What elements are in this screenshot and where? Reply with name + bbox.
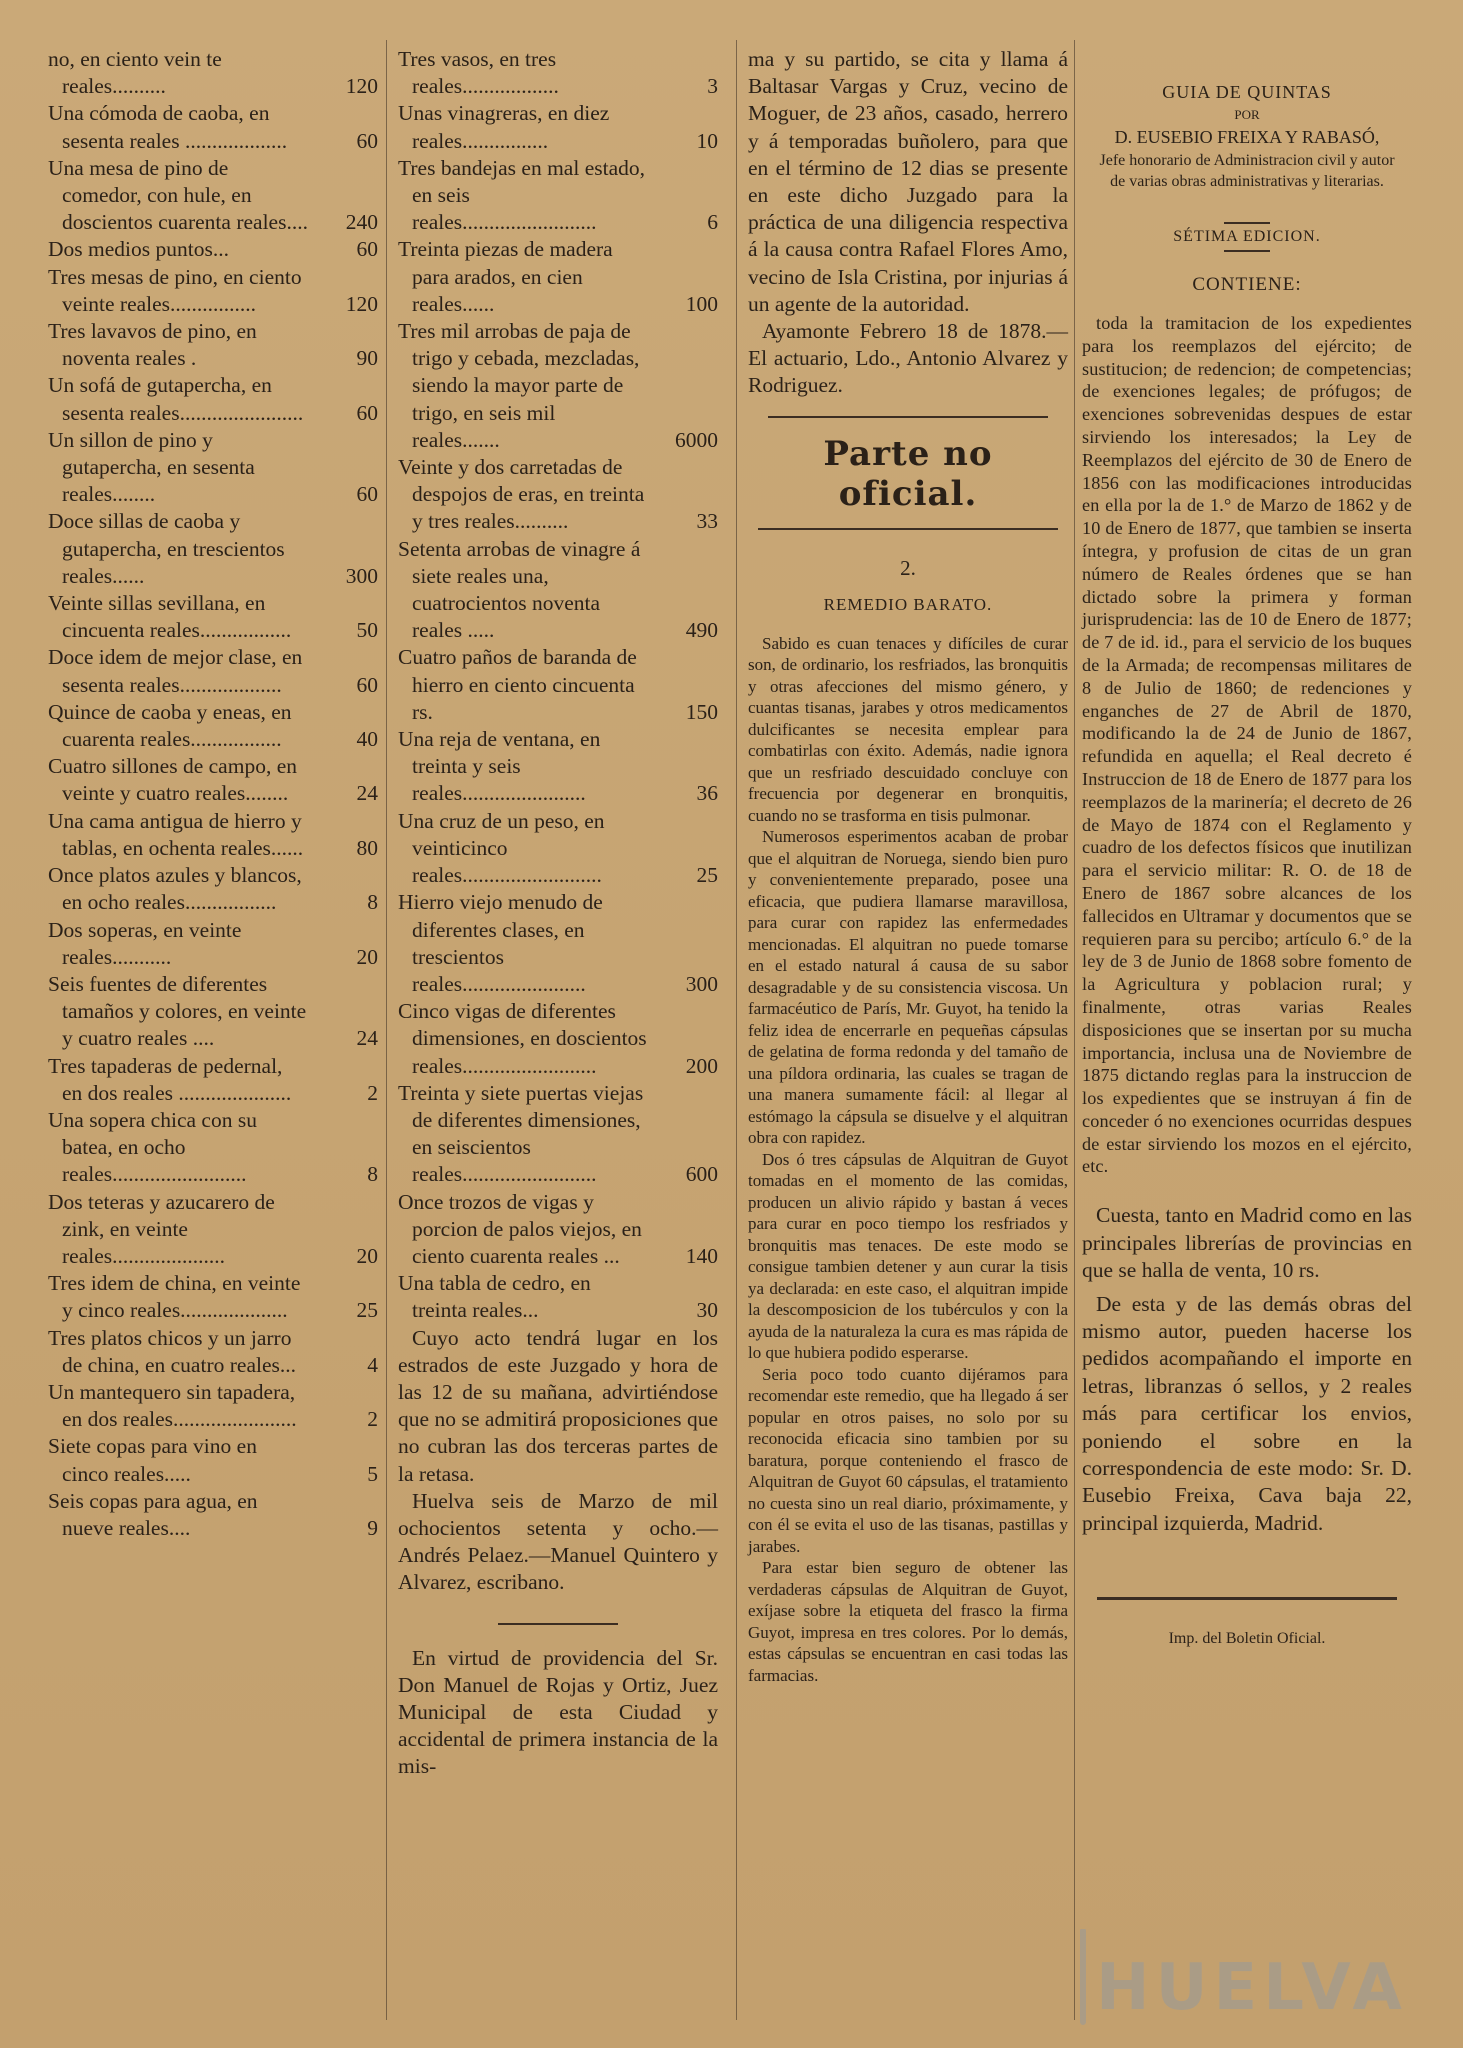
item-description: no, en ciento vein te reales.......... bbox=[48, 47, 222, 99]
auction-item bbox=[48, 1270, 378, 1324]
item-price: 6 bbox=[707, 210, 718, 235]
item-description: Un sofá de gutapercha, en sesenta reales....................... bbox=[48, 373, 304, 425]
seal-icon bbox=[1080, 1929, 1086, 2025]
item-price: 20 bbox=[356, 944, 378, 969]
item-price: 10 bbox=[696, 128, 718, 153]
auction-item bbox=[48, 1107, 378, 1189]
item-price: 300 bbox=[345, 563, 378, 588]
auction-list-column-1 bbox=[48, 46, 378, 1542]
item-price: 20 bbox=[356, 1243, 378, 1268]
auction-item bbox=[48, 590, 378, 644]
item-description: Seis copas para agua, en nueve reales.... bbox=[48, 1488, 258, 1540]
item-description: Tres bandejas en mal estado, en seis reales......................... bbox=[398, 155, 645, 235]
item-description: Dos teteras y azucarero de zink, en veinte reales..................... bbox=[48, 1189, 275, 1268]
item-price: 300 bbox=[685, 971, 718, 996]
auction-item bbox=[48, 808, 378, 862]
ad-author-desc: Jefe honorario de Administracion civil y autor de varias obras administrativas y literarias. bbox=[1099, 152, 1395, 190]
column-rule bbox=[1074, 40, 1075, 2020]
auction-item bbox=[48, 427, 378, 509]
item-price: 60 bbox=[356, 400, 378, 425]
auction-item bbox=[48, 1488, 378, 1542]
item-price: 3 bbox=[707, 74, 718, 99]
item-price: 6000 bbox=[675, 427, 718, 452]
auction-item bbox=[48, 1053, 378, 1107]
item-price: 150 bbox=[685, 699, 718, 724]
ad-price: Cuesta, tanto en Madrid como en las principales librerías de provincias en que se halla de venta, 10 rs. bbox=[1082, 1203, 1412, 1283]
auction-item bbox=[398, 889, 718, 998]
item-price: 24 bbox=[356, 1026, 378, 1051]
ad-title: GUIA DE QUINTAS bbox=[1162, 82, 1332, 102]
item-price: 490 bbox=[685, 618, 718, 643]
item-price: 200 bbox=[685, 1053, 718, 1078]
column-3 bbox=[748, 46, 1068, 1686]
item-description: Doce idem de mejor clase, en sesenta reales................... bbox=[48, 645, 303, 697]
column-rule bbox=[386, 40, 387, 2020]
item-price: 600 bbox=[685, 1162, 718, 1187]
item-price: 240 bbox=[345, 210, 378, 235]
article-paragraph: Para estar bien seguro de obtener las verdaderas cápsulas de Alquitran de Guyot, exíjase sobre la etiqueta del frasco la firma Guyot, impresa en tres colores. Por lo demás, estas cápsulas se encuentran en casi todas las farmacias. bbox=[748, 1558, 1068, 1685]
item-description: Dos soperas, en veinte reales........... bbox=[48, 917, 242, 969]
ad-author: D. EUSEBIO FREIXA Y RABASÓ, bbox=[1114, 127, 1380, 147]
item-description: Un sillon de pino y gutapercha, en sesenta reales........ bbox=[48, 427, 255, 507]
item-price: 60 bbox=[356, 482, 378, 507]
auction-signature: Huelva seis de Marzo de mil ochocientos setenta y ocho.—Andrés Pelaez.—Manuel Quintero y Alvarez, escribano. bbox=[398, 1488, 718, 1595]
item-price: 90 bbox=[356, 346, 378, 371]
item-price: 120 bbox=[345, 74, 378, 99]
auction-item bbox=[48, 1325, 378, 1379]
item-description: Tres idem de china, en veinte y cinco reales.................... bbox=[48, 1271, 301, 1323]
item-description: Siete copas para vino en cinco reales..... bbox=[48, 1434, 257, 1486]
item-description: Una cómoda de caoba, en sesenta reales ................... bbox=[48, 101, 288, 153]
item-price: 33 bbox=[696, 509, 718, 534]
auction-item bbox=[398, 726, 718, 808]
ad-rule bbox=[1224, 250, 1270, 252]
item-description: Once platos azules y blancos, en ocho reales................. bbox=[48, 863, 302, 915]
article-paragraph: Numerosos esperimentos acaban de probar que el alquitran de Noruega, siendo bien puro y convenientemente preparado, posee una eficacia, que pudiera llamarse maravillosa, para curar con rapidez las enfermedades mencionadas. El alquitran no puede tomarse en el estado natural á causa de su sabor desagradable y de su consistencia viscosa. Un farmacéutico de París, Mr. Guyot, ha tenido la feliz idea de encerrarle en pequeñas cápsulas de gelatina de forma redonda y del tamaño de una píldora ordinaria, las cuales se tragan de una manera sumamente fácil: al llegar al estómago la cápsula se disuelve y el alquitran obra con rapidez. bbox=[748, 827, 1068, 1148]
footer-rule bbox=[1097, 1597, 1397, 1600]
item-description: Una reja de ventana, en treinta y seis reales....................... bbox=[398, 727, 601, 806]
item-price: 2 bbox=[367, 1407, 378, 1432]
item-price: 60 bbox=[356, 672, 378, 697]
auction-notice: Cuyo acto tendrá lugar en los estrados de este Juzgado y hora de las 12 de su mañana, advirtiéndose que no se admitirá proposiciones que no cubran las dos terceras partes de la retasa. bbox=[398, 1325, 718, 1486]
item-description: Tres platos chicos y un jarro de china, en cuatro reales... bbox=[48, 1325, 296, 1377]
section-rule bbox=[758, 528, 1058, 530]
item-description: Una cruz de un peso, en veinticinco reales.......................... bbox=[398, 808, 605, 888]
item-price: 100 bbox=[685, 291, 718, 316]
item-description: Tres lavavos de pino, en noventa reales . bbox=[48, 319, 257, 371]
auction-item bbox=[48, 318, 378, 372]
item-description: Seis fuentes de diferentes tamaños y colores, en veinte y cuatro reales .... bbox=[48, 971, 307, 1051]
auction-item bbox=[398, 998, 718, 1080]
ad-por: POR bbox=[1234, 107, 1260, 122]
imprint: Imp. del Boletin Oficial. bbox=[1168, 1630, 1326, 1648]
item-price: 80 bbox=[356, 835, 378, 860]
item-description: Quince de caoba y eneas, en cuarenta reales................. bbox=[48, 699, 292, 752]
auction-item bbox=[398, 46, 718, 100]
item-description: Hierro viejo menudo de diferentes clases, en trescientos reales....................... bbox=[398, 890, 603, 996]
summons-continuation: ma y su partido, se cita y llama á Baltasar Vargas y Cruz, vecino de Moguer, de 23 años, casado, herrero y á temporadas buñolero, para que en el término de 12 dias se presente en este dicho Juzgado para la práctica de una diligencia respectiva á la causa contra Rafael Flores Amo, vecino de Isla Cristina, por injurias á un agente de la autoridad. bbox=[748, 47, 1068, 316]
auction-list-column-2 bbox=[398, 46, 718, 1781]
auction-item bbox=[398, 318, 718, 454]
item-description: Tres tapaderas de pedernal, en dos reales ..................... bbox=[48, 1053, 292, 1105]
auction-item bbox=[48, 264, 378, 318]
ad-ordering: De esta y de las demás obras del mismo autor, pueden hacerse los pedidos acompañando el importe en letras, libranzas ó sellos, y 2 reales más para certificar los envios, poniendo el sobre en la correspondencia de este modo: Sr. D. Eusebio Freixa, Cava baja 22, principal izquierda, Madrid. bbox=[1082, 1291, 1412, 1535]
item-description: Veinte y dos carretadas de despojos de eras, en treinta y tres reales.......... bbox=[398, 455, 645, 534]
auction-item bbox=[48, 155, 378, 237]
item-description: Doce sillas de caoba y gutapercha, en trescientos reales...... bbox=[48, 509, 285, 588]
article-title: REMEDIO BARATO. bbox=[823, 594, 993, 614]
item-description: Tres mesas de pino, en ciento veinte reales................ bbox=[48, 264, 302, 316]
auction-item bbox=[398, 536, 718, 645]
ad-contents: toda la tramitacion de los expedientes para los reemplazos del ejército; de sustitucion; de redencion; de competencias; de exenciones legales; de prófugos; de exenciones sobrevenidas despues de estar sirviendo los interesados; la Ley de Reemplazos del ejército de 30 de Enero de 1856 con las modificaciones introducidas en ella por la de 1.° de Marzo de 1862 y de 10 de Enero de 1877, que tambien se inserta íntegra, y profusion de citas de un gran número de Reales órdenes que se han dictado sobre la primera y forman jurisprudencia: las de 10 de Enero de 1877; de 7 de id. id., para el servicio de los buques de la Armada; de recompensas militares de 8 de Julio de 1860; de redenciones y enganches de 27 de Abril de 1870, modificando la de 24 de Junio de 1867, refundida en aquella; el Real decreto é Instruccion de 18 de Enero de 1877 para los reemplazos de la marinería; el decreto de 26 de Mayo de 1874 con el Reglamento y cuadro de los defectos físicos que inutilizan para el servicio militar: R. O. de 18 de Enero de 1867 sobre alcances de los fallecidos en Ultramar y documentos que se requieren para su percibo; artículo 6.° de la ley de 3 de Junio de 1868 sobre fomento de la Agricultura y poblacion rural; y finalmente, otras varias Reales disposiciones que se insertan por su mucha importancia, inclusa una de Noviembre de 1875 dictando reglas para la instruccion de los expedientes que se instruyan á fin de conceder ó no exenciones ocurridas despues de estar sirviendo los mozos en el ejército, etc. bbox=[1082, 313, 1412, 1177]
item-description: Once trozos de vigas y porcion de palos viejos, en ciento cuarenta reales ... bbox=[398, 1189, 642, 1268]
item-description: Cuatro paños de baranda de hierro en ciento cincuenta rs. bbox=[398, 645, 637, 724]
auction-item bbox=[48, 372, 378, 426]
item-description: Veinte sillas sevillana, en cincuenta reales................. bbox=[48, 591, 292, 643]
section-heading: Parte no oficial. bbox=[823, 433, 993, 514]
auction-item bbox=[398, 155, 718, 237]
item-price: 50 bbox=[356, 618, 378, 643]
auction-item bbox=[398, 1189, 718, 1271]
item-description: Unas vinagreras, en diez reales................ bbox=[398, 101, 610, 153]
item-description: Una cama antigua de hierro y tablas, en ochenta reales...... bbox=[48, 808, 304, 860]
item-price: 9 bbox=[367, 1515, 378, 1540]
article-body bbox=[748, 633, 1068, 1687]
item-price: 40 bbox=[356, 727, 378, 752]
auction-item bbox=[48, 236, 378, 263]
item-price: 36 bbox=[696, 781, 718, 806]
auction-item bbox=[48, 917, 378, 971]
item-price: 4 bbox=[367, 1352, 378, 1377]
stamp-text: HUELVA bbox=[1096, 1951, 1408, 2025]
auction-item bbox=[48, 862, 378, 916]
auction-item bbox=[398, 454, 718, 536]
item-price: 8 bbox=[367, 1162, 378, 1187]
item-price: 5 bbox=[367, 1461, 378, 1486]
summons-signature: Ayamonte Febrero 18 de 1878.—El actuario, Ldo., Antonio Alvarez y Rodriguez. bbox=[748, 319, 1068, 398]
summons-start: En virtud de providencia del Sr. Don Manuel de Rojas y Ortiz, Juez Municipal de esta Ciudad y accidental de primera instancia de la mis- bbox=[398, 1645, 718, 1779]
ad-edition: SÉTIMA EDICION. bbox=[1173, 228, 1321, 245]
auction-item bbox=[398, 808, 718, 890]
auction-item bbox=[398, 1080, 718, 1189]
auction-list bbox=[398, 46, 718, 1325]
auction-item bbox=[48, 46, 378, 100]
item-price: 25 bbox=[356, 1298, 378, 1323]
item-description: Un mantequero sin tapadera, en dos reales....................... bbox=[48, 1379, 297, 1432]
item-description: Cinco vigas de diferentes dimensiones, en doscientos reales......................... bbox=[398, 999, 647, 1078]
item-price: 8 bbox=[367, 890, 378, 915]
column-4-advertisement bbox=[1082, 46, 1412, 1648]
section-rule bbox=[498, 1623, 618, 1625]
auction-item bbox=[48, 100, 378, 154]
item-description: Treinta y siete puertas viejas de diferentes dimensiones, en seiscientos reales......................... bbox=[398, 1080, 644, 1187]
auction-item bbox=[48, 644, 378, 698]
auction-item bbox=[398, 236, 718, 318]
auction-item bbox=[48, 699, 378, 753]
article-paragraph: Sabido es cuan tenaces y difíciles de curar son, de ordinario, los resfriados, las bronquitis y otras afecciones del mismo género, y cuantas tisanas, jarabes y otros medicamentos dulcificantes se necesita emplear para combatirlas con éxito. Además, nadie ignora que un resfriado descuidado concluye con frecuencia por degenerar en bronquitis, cuando no se trasforma en tisis pulmonar. bbox=[748, 633, 1068, 825]
item-description: Tres mil arrobas de paja de trigo y cebada, mezcladas, siendo la mayor parte de trigo, en seis mil reales....... bbox=[398, 319, 640, 452]
article-number: 2. bbox=[900, 555, 916, 580]
auction-item bbox=[398, 100, 718, 154]
auction-item bbox=[48, 1379, 378, 1433]
item-price: 60 bbox=[356, 128, 378, 153]
item-description: Treinta piezas de madera para arados, en cien reales...... bbox=[398, 237, 613, 316]
auction-item bbox=[48, 508, 378, 590]
auction-item bbox=[398, 644, 718, 726]
item-description: Setenta arrobas de vinagre á siete reales una, cuatrocientos noventa reales ..... bbox=[398, 536, 641, 643]
item-description: Una tabla de cedro, en treinta reales... bbox=[398, 1271, 591, 1323]
item-price: 140 bbox=[685, 1243, 718, 1268]
auction-item bbox=[48, 753, 378, 807]
item-price: 24 bbox=[356, 781, 378, 806]
ad-contiene: CONTIENE: bbox=[1192, 274, 1302, 295]
ad-rule bbox=[1224, 222, 1270, 224]
item-description: Tres vasos, en tres reales.................. bbox=[398, 47, 559, 99]
auction-item bbox=[48, 1189, 378, 1271]
item-description: Una sopera chica con su batea, en ocho reales......................... bbox=[48, 1107, 257, 1187]
article-paragraph: Seria poco todo cuanto dijéramos para recomendar este remedio, que ha llegado á ser popular en otros paises, no solo por su reconocida eficacia sino tambien por su baratura, porque conteniendo el frasco de Alquitran de Guyot 60 cápsulas, el tratamiento no cuesta sino un real diario, próximamente, y con él se evita el uso de las tisanas, pastillas y jarabes. bbox=[748, 1364, 1068, 1556]
item-price: 30 bbox=[696, 1298, 718, 1323]
section-rule bbox=[768, 416, 1048, 418]
item-description: Cuatro sillones de campo, en veinte y cuatro reales........ bbox=[48, 754, 297, 806]
item-description: Una mesa de pino de comedor, con hule, en doscientos cuarenta reales.... bbox=[48, 155, 308, 235]
column-rule bbox=[736, 40, 737, 2020]
auction-item bbox=[48, 1433, 378, 1487]
item-price: 25 bbox=[696, 863, 718, 888]
library-stamp bbox=[1080, 1925, 1408, 2025]
item-price: 120 bbox=[345, 291, 378, 316]
item-price: 2 bbox=[367, 1080, 378, 1105]
auction-item bbox=[398, 1270, 718, 1324]
item-description: Dos medios puntos... bbox=[48, 237, 229, 262]
item-price: 60 bbox=[356, 237, 378, 262]
article-paragraph: Dos ó tres cápsulas de Alquitran de Guyot tomadas en el momento de las comidas, producen un alivio rápido y bastan á veces para curar en poco tiempo los resfriados y bronquitis mas tenaces. De este modo se consigue tambien detener y aun curar la tisis ya declarada: en este caso, el alquitran impide la descomposicion de los tubérculos y con la ayuda de la naturaleza la cura es mas rápida de lo que hubiera podido esperarse. bbox=[748, 1149, 1068, 1363]
auction-item bbox=[48, 971, 378, 1053]
